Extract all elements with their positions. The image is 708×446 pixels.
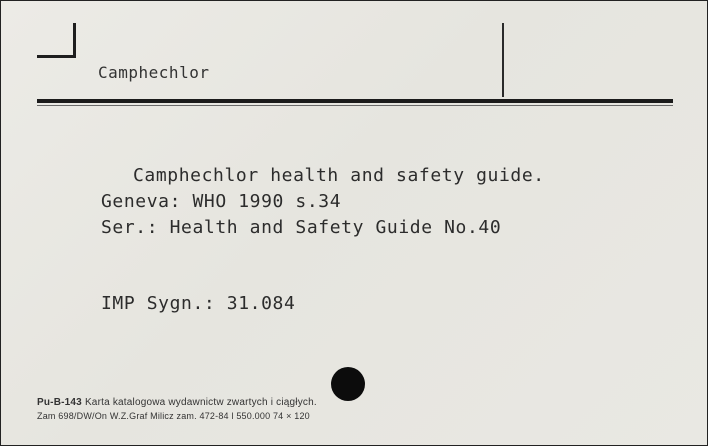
heading-rule	[37, 99, 673, 103]
punch-hole	[331, 367, 365, 401]
entry-imprint-line: Geneva: WHO 1990 s.34	[101, 191, 342, 212]
heading-divider	[502, 23, 504, 97]
corner-mark-horizontal	[37, 55, 76, 58]
footer-line-2: Zam 698/DW/On W.Z.Graf Milicz zam. 472-84 l 550.000 74 × 120	[37, 411, 310, 421]
entry-title-line: Camphechlor health and safety guide.	[133, 165, 545, 186]
heading-rule-thin	[37, 105, 673, 106]
card-heading: Camphechlor	[98, 63, 210, 82]
footer-form-title: Karta katalogowa wydawnictw zwartych i ciągłych.	[84, 397, 317, 408]
corner-mark-vertical	[73, 23, 76, 57]
entry-call-number-line: IMP Sygn.: 31.084	[101, 293, 296, 314]
footer-form-code: Pu-B-143	[37, 397, 82, 408]
footer-line-1	[37, 397, 317, 408]
entry-series-line: Ser.: Health and Safety Guide No.40	[101, 217, 502, 238]
